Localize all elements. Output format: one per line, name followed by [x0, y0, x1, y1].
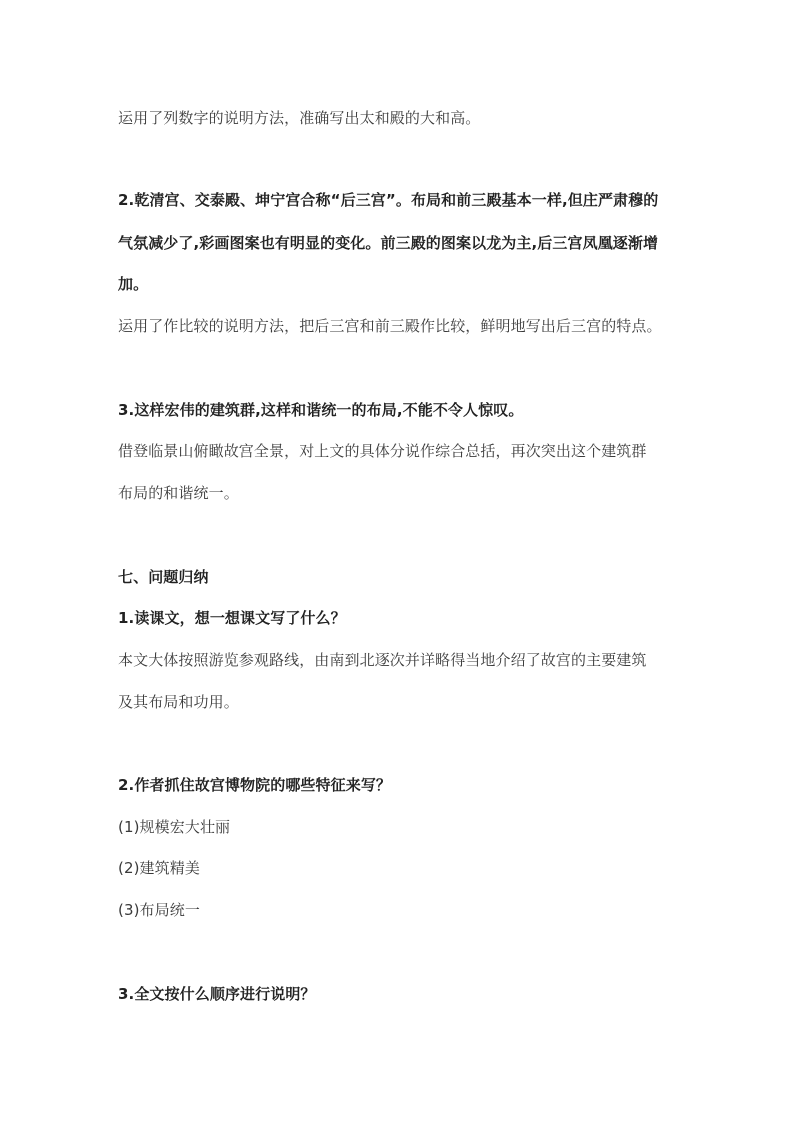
explanation-text: 运用了列数字的说明方法，准确写出太和殿的大和高。 [118, 109, 481, 127]
question-heading: 3.这样宏伟的建筑群,这样和谐统一的布局,不能不令人惊叹。 [118, 401, 524, 419]
section-title: 七、问题归纳 [118, 568, 209, 586]
explanation-text: 运用了作比较的说明方法，把后三宫和前三殿作比较，鲜明地写出后三宫的特点。 [118, 317, 662, 335]
question-heading: 2.乾清宫、交泰殿、坤宁宫合称“后三宫”。布局和前三殿基本一样,但庄严肃穆的 [118, 191, 659, 209]
question-heading: 气氛减少了,彩画图案也有明显的变化。前三殿的图案以龙为主,后三宫凤凰逐渐增 [118, 234, 659, 252]
list-item: (3)布局统一 [118, 901, 200, 919]
question-heading: 3.全文按什么顺序进行说明？ [118, 985, 316, 1003]
question-heading: 2.作者抓住故宫博物院的哪些特征来写？ [118, 776, 392, 794]
answer-text: 及其布局和功用。 [118, 693, 239, 711]
explanation-text: 布局的和谐统一。 [118, 484, 239, 502]
list-item: (1)规模宏大壮丽 [118, 818, 231, 836]
question-heading: 加。 [118, 275, 149, 293]
answer-text: 本文大体按照游览参观路线，由南到北逐次并详略得当地介绍了故宫的主要建筑 [118, 651, 647, 669]
list-item: (2)建筑精美 [118, 859, 200, 877]
question-heading: 1.读课文，想一想课文写了什么？ [118, 609, 346, 627]
explanation-text: 借登临景山俯瞰故宫全景，对上文的具体分说作综合总括，再次突出这个建筑群 [118, 442, 647, 460]
